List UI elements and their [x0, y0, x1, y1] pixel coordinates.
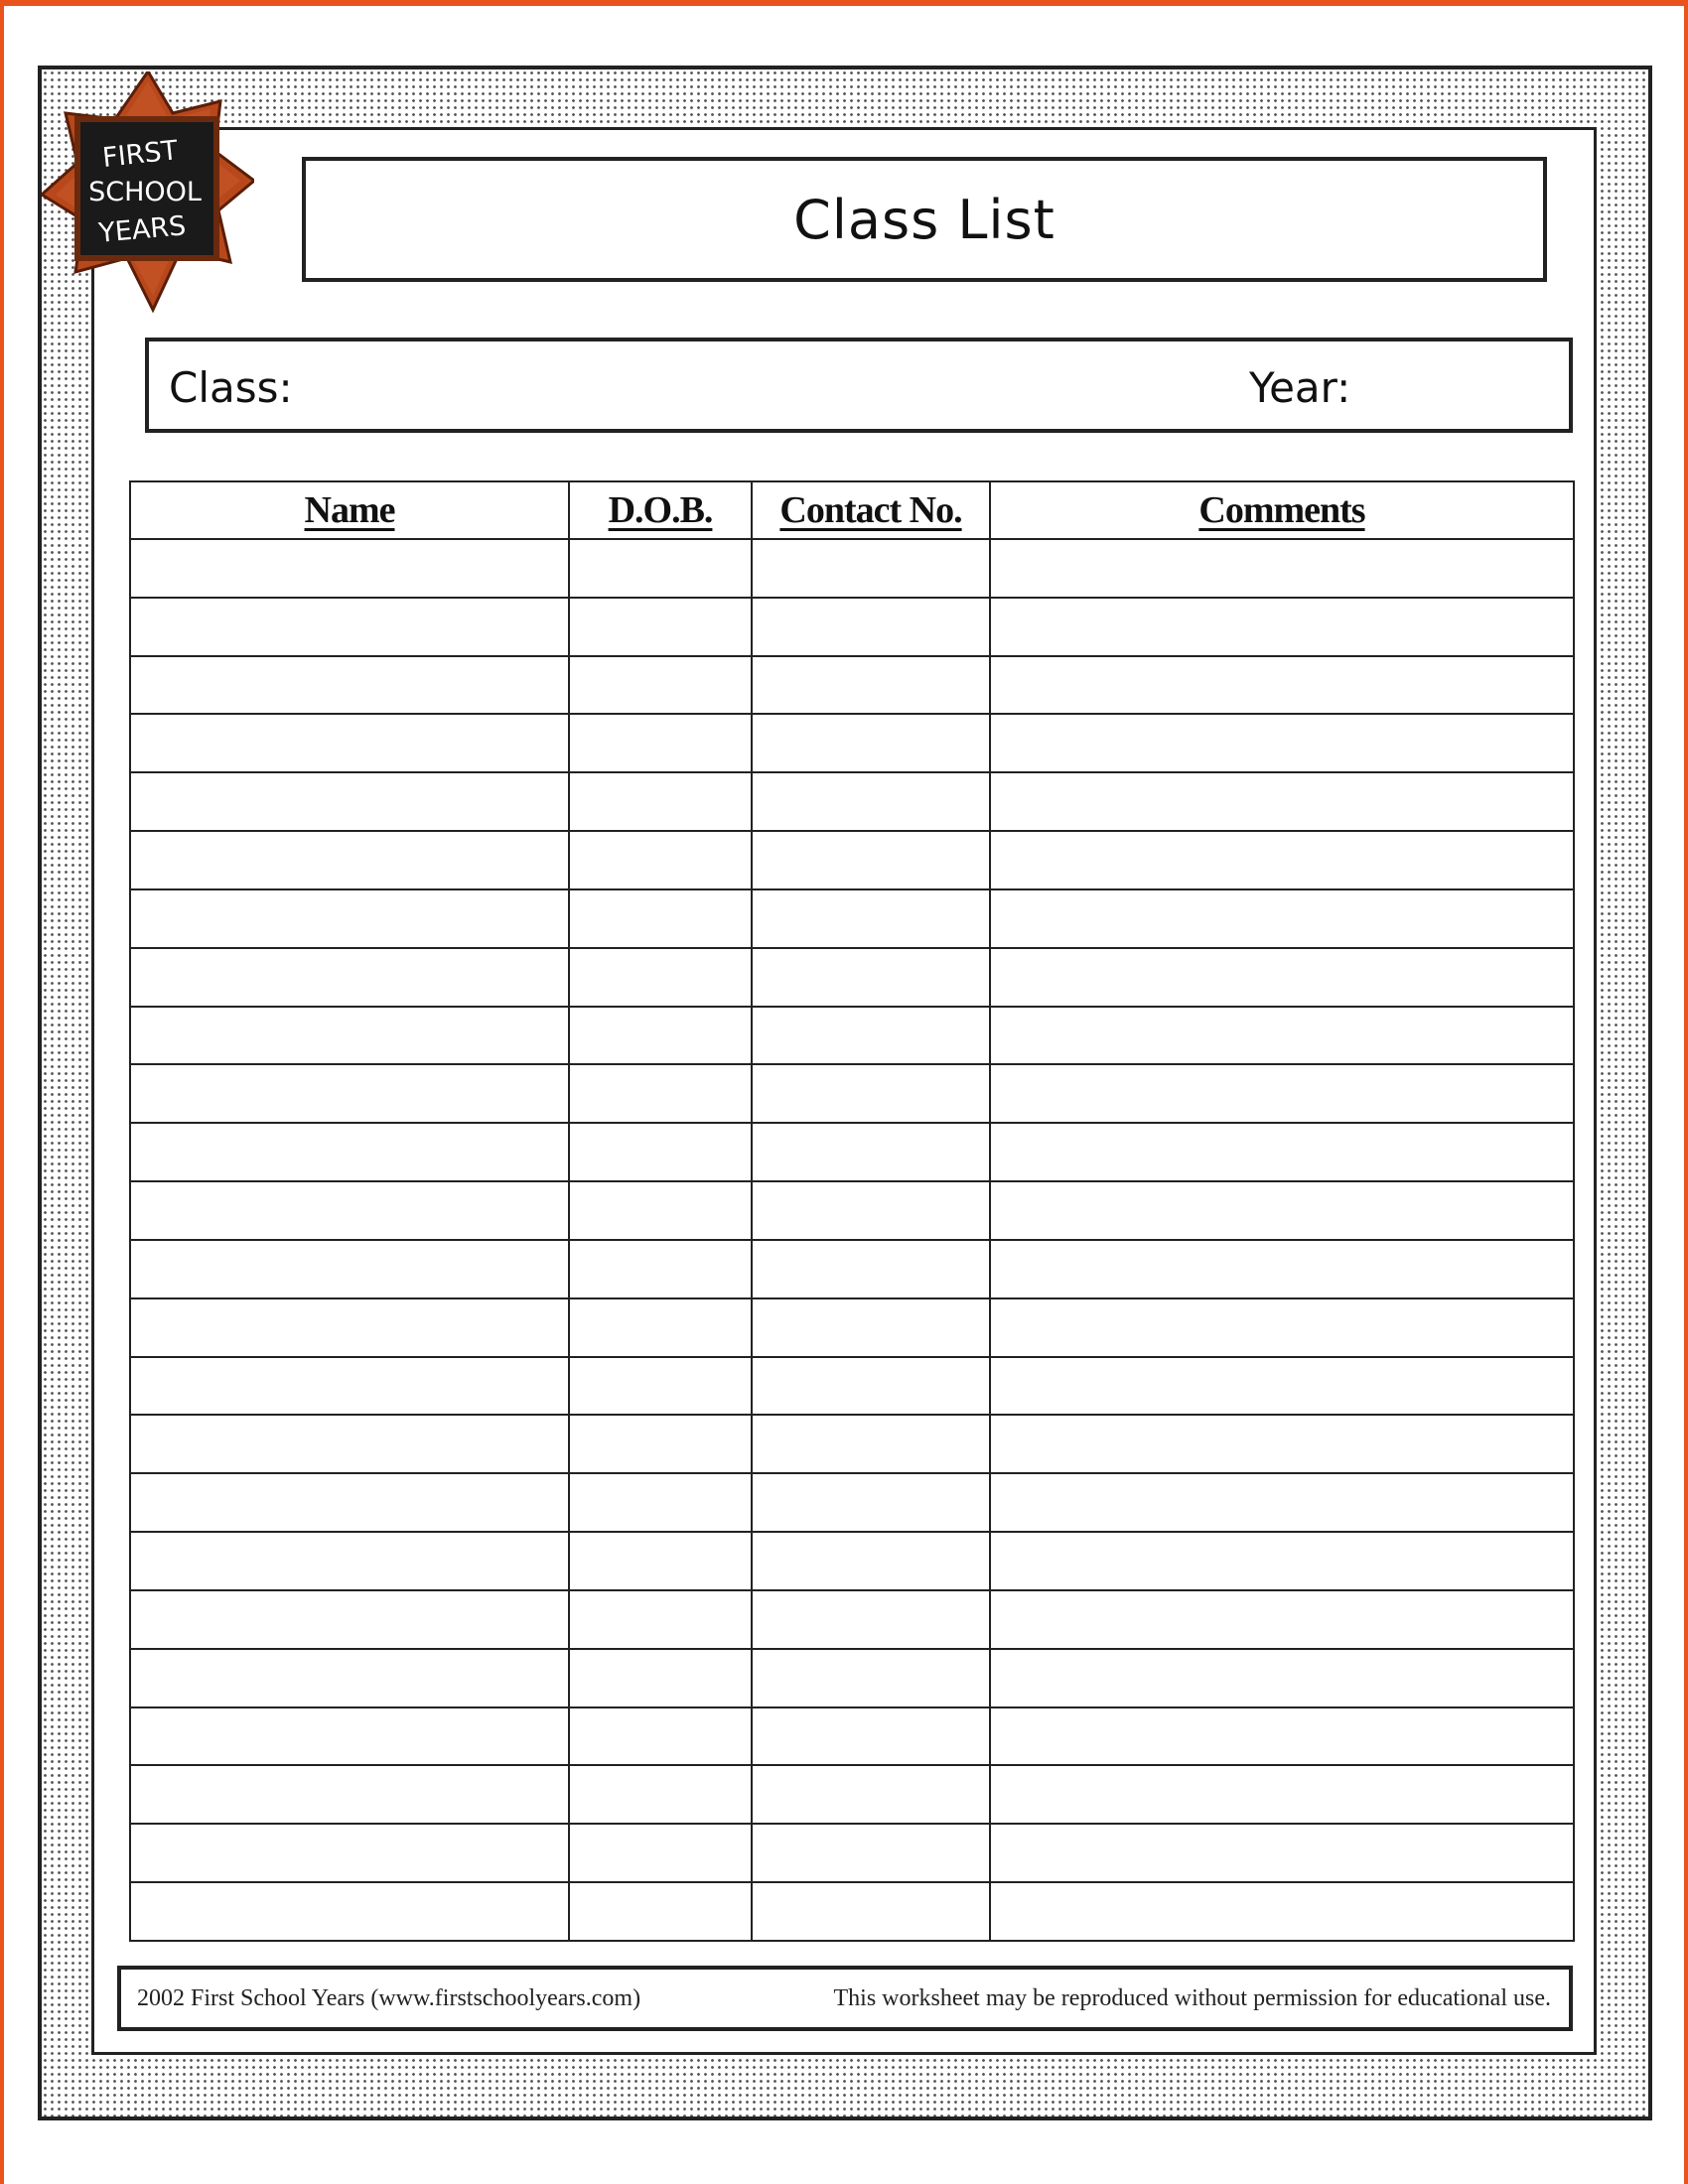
name-cell [130, 1649, 569, 1707]
table-row [130, 1882, 1574, 1941]
contact-cell [752, 1882, 990, 1941]
table-row [130, 1590, 1574, 1649]
dob-cell [569, 1707, 752, 1766]
name-cell [130, 1824, 569, 1882]
comments-cell [990, 1181, 1574, 1240]
name-cell [130, 1590, 569, 1649]
contact-cell [752, 1532, 990, 1590]
dob-cell [569, 1824, 752, 1882]
table-row [130, 1473, 1574, 1532]
dob-cell [569, 1765, 752, 1824]
table-row [130, 1707, 1574, 1766]
table-row [130, 1181, 1574, 1240]
table-row [130, 1415, 1574, 1473]
dob-cell [569, 714, 752, 772]
name-cell [130, 1707, 569, 1766]
name-cell [130, 1007, 569, 1065]
comments-cell [990, 1473, 1574, 1532]
logo-line-1: FIRST [100, 135, 180, 174]
table-row [130, 656, 1574, 715]
table-row [130, 1765, 1574, 1824]
logo-line-3: YEARS [97, 210, 188, 249]
footer-permission-note: This worksheet may be reproduced without permission for educational use. [833, 1985, 1551, 2011]
dob-cell [569, 1123, 752, 1181]
table-row [130, 1532, 1574, 1590]
contact-cell [752, 831, 990, 889]
table-row [130, 1123, 1574, 1181]
contact-cell [752, 1064, 990, 1123]
contact-cell [752, 1824, 990, 1882]
name-cell [130, 889, 569, 948]
name-cell [130, 1357, 569, 1416]
dob-cell [569, 1064, 752, 1123]
comments-cell [990, 1123, 1574, 1181]
table-row [130, 1007, 1574, 1065]
table-row [130, 714, 1574, 772]
column-header-name: Name [130, 481, 569, 539]
contact-cell [752, 1707, 990, 1766]
name-cell [130, 1298, 569, 1357]
name-cell [130, 714, 569, 772]
dob-cell [569, 1473, 752, 1532]
dob-cell [569, 1298, 752, 1357]
page-title: Class List [793, 188, 1055, 251]
name-cell [130, 656, 569, 715]
dob-cell [569, 1415, 752, 1473]
contact-cell [752, 1415, 990, 1473]
table-row [130, 889, 1574, 948]
contact-cell [752, 1765, 990, 1824]
dob-cell [569, 772, 752, 831]
comments-cell [990, 1298, 1574, 1357]
contact-cell [752, 772, 990, 831]
contact-cell [752, 948, 990, 1007]
table-row [130, 539, 1574, 598]
name-cell [130, 1064, 569, 1123]
year-label: Year: [1249, 363, 1351, 412]
dob-cell [569, 1181, 752, 1240]
name-cell [130, 1415, 569, 1473]
contact-cell [752, 714, 990, 772]
name-cell [130, 598, 569, 656]
class-list-table [129, 480, 1575, 1942]
table-row [130, 1357, 1574, 1416]
comments-cell [990, 656, 1574, 715]
table-row [130, 1064, 1574, 1123]
contact-cell [752, 889, 990, 948]
comments-cell [990, 948, 1574, 1007]
title-box [302, 157, 1547, 282]
comments-cell [990, 1590, 1574, 1649]
contact-cell [752, 1649, 990, 1707]
comments-cell [990, 831, 1574, 889]
comments-cell [990, 1240, 1574, 1298]
comments-cell [990, 1882, 1574, 1941]
dob-cell [569, 1649, 752, 1707]
column-header-comments: Comments [990, 481, 1574, 539]
column-header-dob: D.O.B. [569, 481, 752, 539]
name-cell [130, 1123, 569, 1181]
comments-cell [990, 1357, 1574, 1416]
logo-line-2: SCHOOL [88, 177, 202, 207]
comments-cell [990, 1824, 1574, 1882]
class-year-box [145, 338, 1573, 433]
column-header-contact: Contact No. [752, 481, 990, 539]
contact-cell [752, 1240, 990, 1298]
table-row [130, 772, 1574, 831]
comments-cell [990, 772, 1574, 831]
comments-cell [990, 889, 1574, 948]
comments-cell [990, 1765, 1574, 1824]
comments-cell [990, 1707, 1574, 1766]
first-school-years-logo [42, 71, 254, 320]
table-row [130, 1240, 1574, 1298]
table-row [130, 1298, 1574, 1357]
comments-cell [990, 714, 1574, 772]
name-cell [130, 1240, 569, 1298]
table-row [130, 831, 1574, 889]
table-header-row [130, 481, 1574, 539]
contact-cell [752, 1181, 990, 1240]
name-cell [130, 539, 569, 598]
comments-cell [990, 1649, 1574, 1707]
dob-cell [569, 1882, 752, 1941]
name-cell [130, 1473, 569, 1532]
contact-cell [752, 1007, 990, 1065]
contact-cell [752, 1590, 990, 1649]
contact-cell [752, 1298, 990, 1357]
comments-cell [990, 1415, 1574, 1473]
name-cell [130, 948, 569, 1007]
dob-cell [569, 1357, 752, 1416]
dob-cell [569, 598, 752, 656]
table-row [130, 598, 1574, 656]
dob-cell [569, 656, 752, 715]
class-label: Class: [169, 363, 293, 412]
contact-cell [752, 598, 990, 656]
class-list-table-wrap [129, 480, 1573, 1942]
comments-cell [990, 539, 1574, 598]
dob-cell [569, 1590, 752, 1649]
footer-copyright: 2002 First School Years (www.firstschoolyears.com) [137, 1985, 641, 2011]
name-cell [130, 1532, 569, 1590]
table-row [130, 1824, 1574, 1882]
contact-cell [752, 1357, 990, 1416]
comments-cell [990, 1064, 1574, 1123]
table-body [130, 539, 1574, 1941]
dob-cell [569, 1240, 752, 1298]
dob-cell [569, 1532, 752, 1590]
name-cell [130, 772, 569, 831]
name-cell [130, 1181, 569, 1240]
name-cell [130, 1765, 569, 1824]
dob-cell [569, 948, 752, 1007]
comments-cell [990, 1532, 1574, 1590]
comments-cell [990, 598, 1574, 656]
footer-box [117, 1966, 1573, 2031]
contact-cell [752, 656, 990, 715]
dob-cell [569, 1007, 752, 1065]
table-row [130, 1649, 1574, 1707]
table-row [130, 948, 1574, 1007]
contact-cell [752, 1473, 990, 1532]
comments-cell [990, 1007, 1574, 1065]
dob-cell [569, 539, 752, 598]
contact-cell [752, 539, 990, 598]
dob-cell [569, 831, 752, 889]
name-cell [130, 1882, 569, 1941]
contact-cell [752, 1123, 990, 1181]
dob-cell [569, 889, 752, 948]
name-cell [130, 831, 569, 889]
